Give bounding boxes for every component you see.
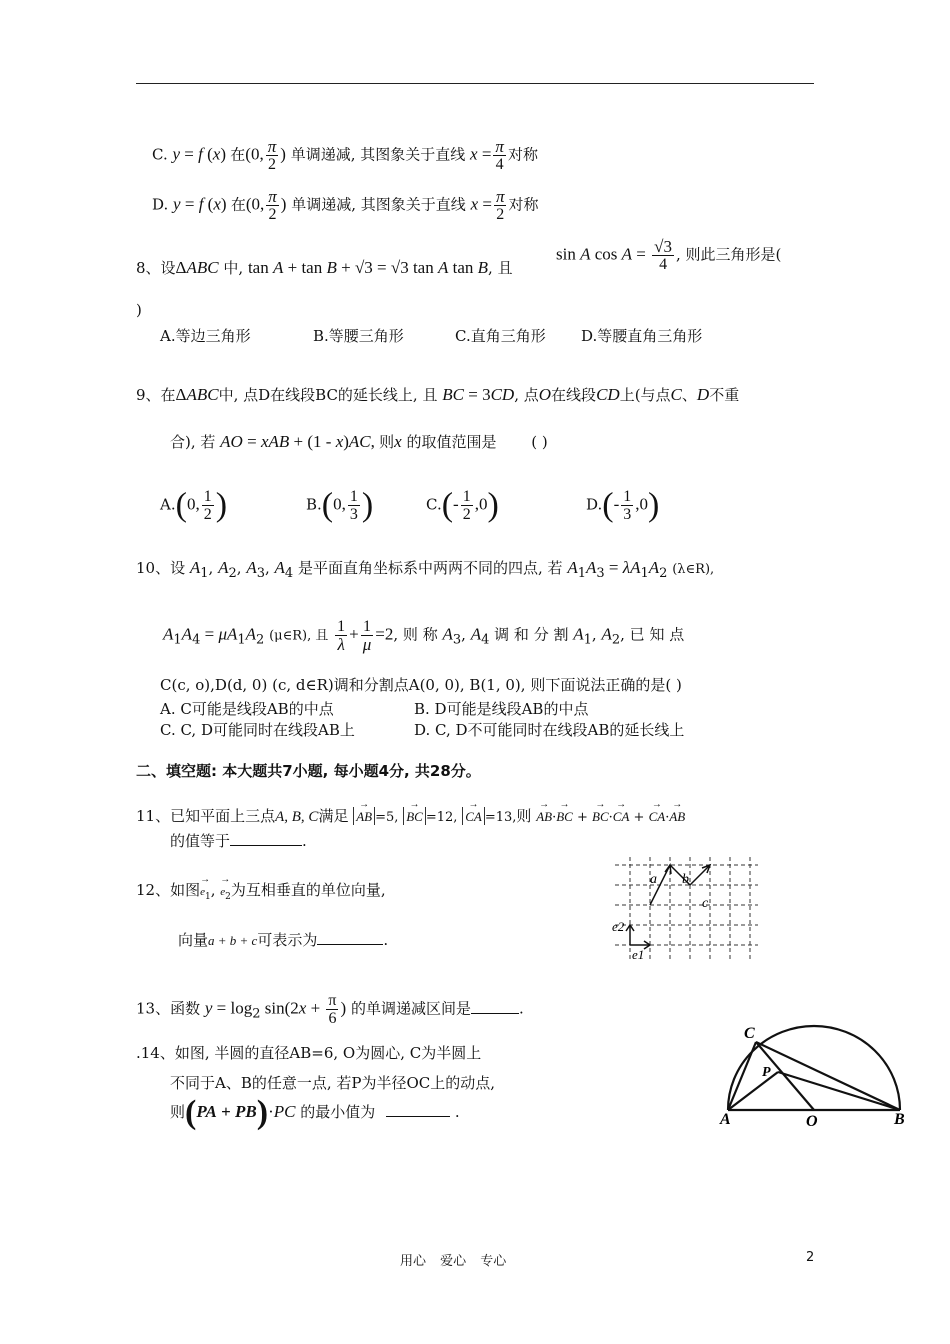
q10-option-d: D. C, D不可能同时在线段AB的延长线上: [414, 721, 685, 739]
q8-condition: sin A cos A = $\frac{√3}{4}$ , 则此三角形是(: [556, 237, 782, 273]
q7-option-c: C. y = f (x) 在(0, $\frac{\pi}{2}$ ) 单调递减, 其图象关于直线 x = $\frac{\pi}{4}$ 对称: [152, 137, 538, 173]
q13-stem: 13、函数 $y = \log_2 \sin(2x$ + $\frac{\pi}{6}$ ) 的单调递减区间是 .: [136, 992, 524, 1027]
label-a: a: [650, 872, 657, 887]
q7-option-d: D. y = f (x) 在(0, $\frac{\pi}{2}$ ) 单调递减, 其图象关于直线 x = $\frac{\pi}{2}$ 对称: [152, 187, 539, 223]
q8-close: ): [136, 301, 142, 319]
label-e2: e2: [612, 919, 625, 934]
q9-option-d: D.(- $\frac{1}{3}$ ,0): [586, 486, 660, 524]
label-C: C: [744, 1025, 755, 1042]
q12-stem: 12、如图→ $e_1$, → $e_2$为互相垂直的单位向量,: [136, 880, 386, 907]
footer-motto: 用心 爱心 专心: [400, 1254, 507, 1269]
q12-answer-line: 向量a + b + c可表示为 .: [178, 931, 389, 949]
q13-answer-blank[interactable]: [471, 999, 519, 1014]
page-number: 2: [806, 1250, 815, 1265]
q14-semicircle-figure: [716, 1020, 912, 1130]
q10-stem-line1: 10、设 $A_1$, $A_2$, $A_3$, $A_4$ 是平面直角坐标系中两两不同的四点, 若 $A_1A_3 = \lambda A_1A_2$ (λ∈R),: [136, 558, 715, 581]
label-B: B: [894, 1111, 905, 1128]
q10-option-a: A. C可能是线段AB的中点: [160, 700, 334, 718]
q8-option-c: C.直角三角形: [455, 327, 546, 345]
q12-grid-figure: [610, 855, 760, 963]
q14-line2: 不同于A、B的任意一点, 若P为半径OC上的动点,: [170, 1074, 496, 1092]
q14-line3: 则(PA + PB)·PC 的最小值为 .: [170, 1094, 460, 1131]
label-O: O: [806, 1113, 818, 1130]
q11-answer-blank[interactable]: [230, 831, 302, 846]
q14-line1: .14、如图, 半圆的直径AB=6, O为圆心, C为半圆上: [136, 1044, 482, 1062]
q12-answer-blank[interactable]: [317, 930, 383, 945]
q8-stem: 8、设ΔABC 中, tan A + tan B + √3 = √3 tan A tan B, 且: [136, 258, 513, 277]
label-P: P: [762, 1065, 771, 1080]
label-e1: e1: [632, 947, 645, 962]
q9-option-c: C.(- $\frac{1}{2}$ ,0): [426, 486, 499, 524]
q11-stem: 11、已知平面上三点A, B, C满足 → AB =5, → BC =12, → CA =13,则 → AB·→ BC + → BC·→ CA + → CA·→ AB: [136, 806, 685, 828]
section-2-title: 二、填空题: 本大题共7小题, 每小题4分, 共28分。: [136, 762, 481, 780]
q8-option-a: A.等边三角形: [160, 327, 251, 345]
q10-stem-line3: C(c, o),D(d, 0) (c, d∈R)调和分割点A(0, 0), B(1, 0), 则下面说法正确的是( ): [160, 676, 682, 694]
label-c: c: [702, 896, 709, 911]
q9-stem-line1: 9、在ΔABC中, 点D在线段BC的延长线上, 且 BC = 3CD, 点O在线段CD上(与点C、D不重: [136, 385, 740, 404]
q11-answer-line: 的值等于 .: [170, 832, 307, 850]
label-b: b: [682, 872, 689, 887]
label-A: A: [720, 1111, 731, 1128]
q9-option-b: B.(0, $\frac{1}{3}$ ): [306, 486, 374, 524]
q8-option-b: B.等腰三角形: [313, 327, 404, 345]
header-rule: [136, 83, 814, 84]
q8-option-d: D.等腰直角三角形: [581, 327, 703, 345]
q10-stem-line2: $A_1A_4 = \mu A_1A_2$ (μ∈R), 且 $\frac{1}{\lambda}$ + $\frac{1}{\mu}$ =2, 则 称 $A_3$, $A_4$ 调 和 分 割 $A_1$, $A_2$, 已 知 点: [163, 618, 685, 654]
q14-answer-blank[interactable]: [386, 1102, 450, 1117]
q9-option-a: A.(0, $\frac{1}{2}$ ): [160, 486, 228, 524]
q9-stem-line2: 合), 若 AO = xAB + (1 - x)AC, 则x 的取值范围是 ( ): [170, 432, 548, 451]
q10-option-b: B. D可能是线段AB的中点: [414, 700, 589, 718]
q10-option-c: C. C, D可能同时在线段AB上: [160, 721, 355, 739]
